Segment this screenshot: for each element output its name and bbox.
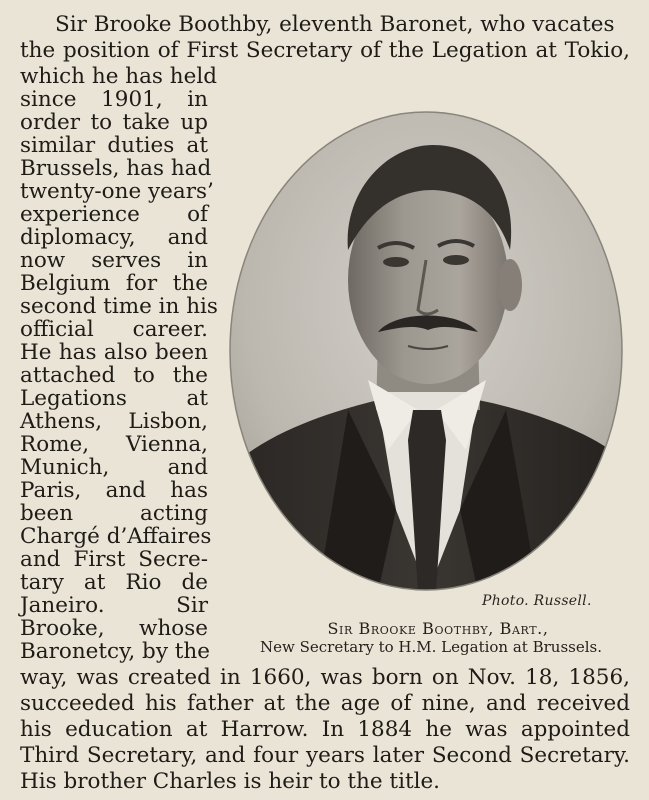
article-line: second time in his xyxy=(20,294,218,319)
article-line: Baronetcy, by the xyxy=(20,639,211,664)
article-line: succeeded his father at the age of nine, and received xyxy=(20,691,630,716)
article-line: twenty-one years’ xyxy=(20,179,214,204)
article-line: Athens, Lisbon, xyxy=(20,409,208,434)
figure-caption-subtitle: New Secretary to H.M. Legation at Brussels. xyxy=(260,638,602,656)
article-line: attached to the xyxy=(20,363,208,388)
article-line: which he has held xyxy=(20,64,217,89)
article-line: the position of First Secretary of the Legation at Tokio, xyxy=(20,38,630,63)
photo-credit: Photo. Russell. xyxy=(482,593,592,609)
article-line: diplomacy, and xyxy=(20,225,208,250)
article-line: He has also been xyxy=(20,340,208,365)
article-line: similar duties at xyxy=(20,133,208,158)
article-line: Brussels, has had xyxy=(20,156,212,181)
article-line: Janeiro. Sir xyxy=(20,593,208,618)
article-line: Sir Brooke Boothby, eleventh Baronet, who vacates xyxy=(55,12,615,37)
article-line: Belgium for the xyxy=(20,271,208,296)
article-line: been acting xyxy=(20,501,208,526)
portrait-image xyxy=(228,110,624,592)
article-line: way, was created in 1660, was born on Nov. 18, 1856, xyxy=(20,665,630,690)
article-line: official career. xyxy=(20,317,208,342)
article-line: since 1901, in xyxy=(20,87,208,112)
portrait-photo xyxy=(228,110,624,592)
article-line: His brother Charles is heir to the title. xyxy=(20,769,441,794)
article-line: Paris, and has xyxy=(20,478,208,503)
article-line: Brooke, whose xyxy=(20,616,208,641)
article-line: now serves in xyxy=(20,248,208,273)
article-line: tary at Rio de xyxy=(20,570,208,595)
article-line: experience of xyxy=(20,202,208,227)
article-line: Rome, Vienna, xyxy=(20,432,208,457)
article-line: and First Secre- xyxy=(20,547,208,572)
article-line: Chargé d’Affaires xyxy=(20,524,212,549)
article-line: Third Secretary, and four years later Second Secretary. xyxy=(20,743,630,768)
article-line: his education at Harrow. In 1884 he was appointed xyxy=(20,717,630,742)
article-line: order to take up xyxy=(20,110,208,135)
figure-caption-title: Sir Brooke Boothby, Bart., xyxy=(327,619,549,638)
article-line: Legations at xyxy=(20,386,208,411)
article-line: Munich, and xyxy=(20,455,208,480)
